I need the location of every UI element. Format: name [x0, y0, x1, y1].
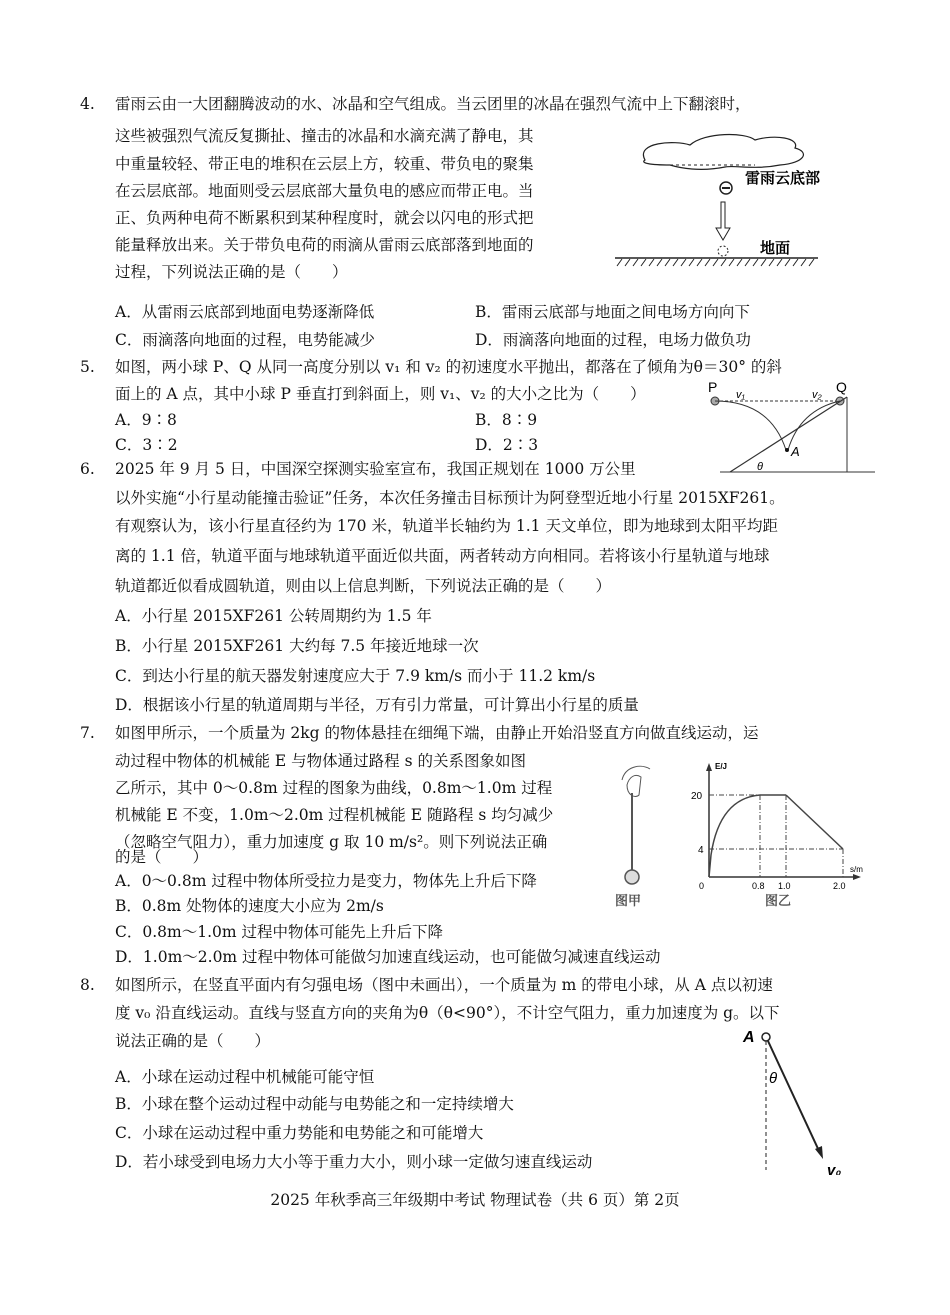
q5-option-d: D．2∶3 — [475, 436, 539, 454]
cloud-label: 雷雨云底部 — [745, 170, 821, 187]
q7-line: 如图甲所示，一个质量为 2kg 的物体悬挂在细绳下端，由静止开始沿竖直方向做直线运动，运 — [115, 724, 759, 742]
theta-label: θ — [769, 1070, 778, 1087]
q5-number: 5. — [80, 358, 95, 376]
q7-option-a: A．0～0.8m 过程中物体所受拉力是变力，物体先上升后下降 — [115, 872, 537, 890]
q8-option-b: B．小球在整个运动过程中动能与电势能之和一定持续增大 — [115, 1095, 514, 1113]
q4-option-b: B．雷雨云底部与地面之间电场方向向下 — [475, 303, 750, 321]
q8-option-d: D．若小球受到电场力大小等于重力大小，则小球一定做匀速直线运动 — [115, 1153, 593, 1171]
q7-line: （忽略空气阻力），重力加速度 g 取 10 m/s²。则下列说法正确 — [115, 833, 548, 851]
q6-line: 轨道都近似看成圆轨道，则由以上信息判断，下列说法正确的是（ ） — [115, 577, 612, 595]
q6-line: 以外实施“小行星动能撞击验证”任务，本次任务撞击目标预计为阿登型近地小行星 2015XF261。 — [115, 489, 785, 507]
charged-ball-figure — [735, 1025, 855, 1175]
x-tick-0: 0 — [699, 881, 705, 891]
q6-option-c: C．到达小行星的航天器发射速度应大于 7.9 km/s 而小于 11.2 km/s — [115, 667, 596, 685]
q4-line: 雷雨云由一大团翻腾波动的水、冰晶和空气组成。当云团里的冰晶在强烈气流中上下翻滚时， — [115, 95, 751, 113]
q6-option-a: A．小行星 2015XF261 公转周期约为 1.5 年 — [115, 607, 432, 625]
q7-line: 动过程中物体的机械能 E 与物体通过路程 s 的关系图象如图 — [115, 752, 526, 770]
q7-line: 机械能 E 不变，1.0m～2.0m 过程机械能 E 随路程 s 均匀减少 — [115, 806, 554, 824]
point-a-label: A — [791, 444, 800, 459]
caption-fig-b: 图乙 — [765, 893, 792, 908]
q6-option-b: B．小行星 2015XF261 大约每 7.5 年接近地球一次 — [115, 637, 479, 655]
q4-option-d: D．雨滴落向地面的过程，电场力做负功 — [475, 331, 751, 349]
y-tick-20: 20 — [691, 791, 703, 802]
q7-number: 7. — [80, 724, 95, 742]
q7-option-b: B．0.8m 处物体的速度大小应为 2m/s — [115, 897, 384, 915]
q4-number: 4. — [80, 95, 95, 113]
v0-label: v₀ — [827, 1162, 842, 1175]
q4-line: 中重量较轻、带正电的堆积在云层上方，较重、带负电的聚集 — [115, 155, 534, 173]
q5-option-c: C．3∶2 — [115, 436, 178, 454]
q8-option-c: C．小球在运动过程中重力势能和电势能之和可能增大 — [115, 1124, 484, 1142]
q8-option-a: A．小球在运动过程中机械能可能守恒 — [115, 1068, 375, 1086]
ball-p-label: P — [708, 380, 718, 395]
ground-label: 地面 — [760, 240, 791, 257]
q6-option-d: D．根据该小行星的轨道周期与半径，万有引力常量，可计算出小行星的质量 — [115, 696, 639, 714]
q8-number: 8. — [80, 976, 95, 994]
q4-line: 在云层底部。地面则受云层底部大量负电的感应而带正电。当 — [115, 182, 534, 200]
ball-q-label: Q — [836, 380, 847, 395]
q4-line: 这些被强烈气流反复撕扯、撞击的冰晶和水滴充满了静电，其 — [115, 127, 534, 145]
x-tick-0.8: 0.8 — [752, 881, 765, 891]
y-axis-label: E/J — [715, 762, 728, 771]
y-tick-4: 4 — [698, 845, 704, 856]
q7-option-c: C．0.8m～1.0m 过程中物体可能先上升后下降 — [115, 923, 443, 941]
v1-label: v₁ — [736, 389, 745, 401]
v2-label: v₂ — [812, 389, 822, 401]
projectile-figure — [700, 380, 880, 480]
q8-line: 度 v₀ 沿直线运动。直线与竖直方向的夹角为θ（θ<90°），不计空气阻力，重力加速度为 g。以下 — [115, 1004, 780, 1022]
q4-option-a: A．从雷雨云底部到地面电势逐渐降低 — [115, 303, 375, 321]
theta-label: θ — [757, 461, 763, 473]
x-tick-2.0: 2.0 — [833, 881, 846, 891]
q6-line: 离的 1.1 倍，轨道平面与地球轨道平面近似共面，两者转动方向相同。若将该小行星轨道与地球 — [115, 547, 770, 565]
page-footer: 2025 年秋季高三年级期中考试 物理试卷（共 6 页）第 2页 — [270, 1191, 680, 1209]
q6-line: 2025 年 9 月 5 日，中国深空探测实验室宣布，我国正规划在 1000 万公里 — [115, 460, 636, 478]
q4-option-c: C．雨滴落向地面的过程，电势能减少 — [115, 331, 375, 349]
q5-line: 面上的 A 点，其中小球 P 垂直打到斜面上，则 v₁、v₂ 的大小之比为（ ） — [115, 385, 646, 403]
q4-line: 正、负两种电荷不断累积到某种程度时，就会以闪电的形式把 — [115, 209, 534, 227]
q5-line: 如图，两小球 P、Q 从同一高度分别以 v₁ 和 v₂ 的初速度水平抛出，都落在了倾角为θ＝30° 的斜 — [115, 358, 782, 376]
q4-line: 能量释放出来。关于带负电荷的雨滴从雷雨云底部落到地面的 — [115, 236, 534, 254]
q4-line: 过程，下列说法正确的是（ ） — [115, 263, 348, 281]
thundercloud-figure — [605, 130, 865, 280]
energy-graph-figure — [605, 755, 865, 915]
q5-option-a: A．9∶8 — [115, 411, 177, 429]
q6-line: 有观察认为，该小行星直径约为 170 米，轨道半长轴约为 1.1 天文单位，即为地球到太阳平均距 — [115, 517, 778, 535]
q7-line: 乙所示，其中 0～0.8m 过程的图象为曲线，0.8m～1.0m 过程 — [115, 779, 553, 797]
point-a-label: A — [743, 1029, 755, 1046]
x-tick-1.0: 1.0 — [778, 881, 791, 891]
q7-line: 的是（ ） — [115, 848, 209, 866]
q8-line: 如图所示，在竖直平面内有匀强电场（图中未画出），一个质量为 m 的带电小球，从 A 点以初速 — [115, 976, 773, 994]
q8-line: 说法正确的是（ ） — [115, 1032, 271, 1050]
q6-number: 6. — [80, 460, 95, 478]
caption-fig-a: 图甲 — [615, 893, 642, 908]
q5-option-b: B．8∶9 — [475, 411, 538, 429]
x-axis-label: s/m — [850, 865, 863, 874]
q7-option-d: D．1.0m～2.0m 过程中物体可能做匀加速直线运动，也可能做匀减速直线运动 — [115, 948, 661, 966]
